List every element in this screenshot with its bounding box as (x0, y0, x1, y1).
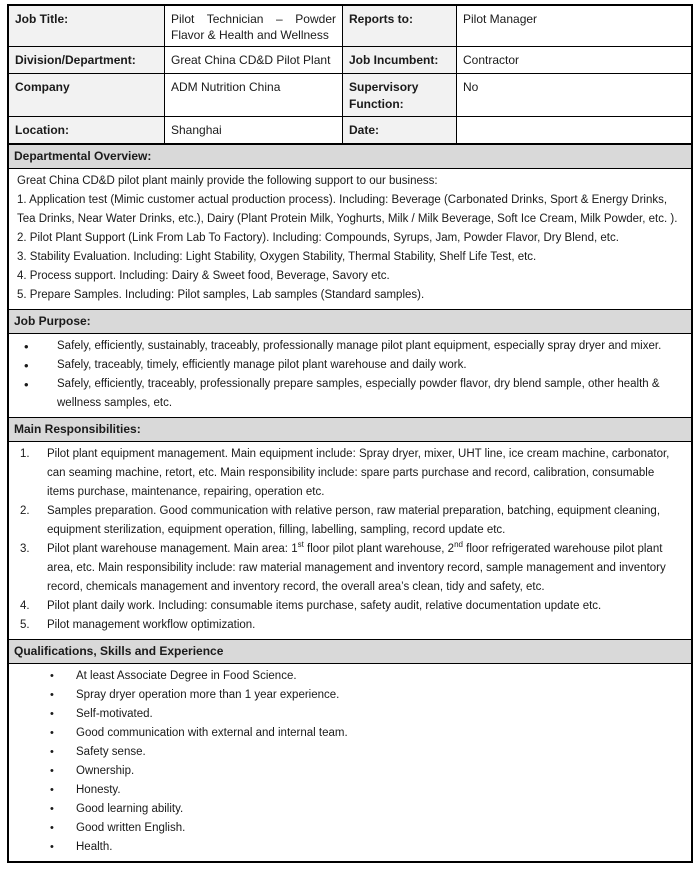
list-number: 5. (20, 619, 30, 631)
date-value (456, 117, 691, 144)
qualification-text: Spray dryer operation more than 1 year experience. (76, 689, 340, 701)
departmental-overview-body (9, 168, 691, 309)
bullet-icon: • (50, 765, 54, 777)
responsibility-text-part: floor refrigerated warehouse pilot plant area, etc. Main responsibility include: raw material management and inventory record, sample management and inventory record, chemicals management and inventory record, the overall area’s clean, tidy and safety, etc. (47, 543, 666, 593)
responsibility-item (17, 597, 683, 616)
qualification-text: Safety sense. (76, 746, 146, 758)
overview-intro: Great China CD&D pilot plant mainly provide the following support to our business: (17, 175, 438, 187)
qualification-text: Good learning ability. (76, 803, 184, 815)
bullet-icon: • (50, 841, 54, 853)
reports-to-label: Reports to: (342, 6, 456, 47)
qualification-text: Self-motivated. (76, 708, 153, 720)
responsibility-item (17, 445, 683, 502)
responsibility-text: Samples preparation. Good communication with relative person, raw material preparation, batching, equipment cleaning, equipment sterilization, equipment operation, filling, labelling, sampling, record update etc. (47, 505, 661, 536)
qualification-item (17, 724, 683, 743)
qualifications-header: Qualifications, Skills and Experience (9, 639, 691, 663)
qualification-item (17, 781, 683, 800)
responsibility-text: Pilot plant equipment management. Main equipment include: Spray dryer, mixer, UHT line, ice cream machine, carbonator, can seaming machine, retort, etc. Main responsibility include: spare parts purchase and record, calibration, consumable items purchase, maintenance, repairing, operation etc. (47, 448, 670, 498)
qualification-item (17, 705, 683, 724)
overview-line: 5. Prepare Samples. Including: Pilot samples, Lab samples (Standard samples). (17, 289, 425, 301)
responsibility-item (17, 502, 683, 540)
responsibility-text-part: floor pilot plant warehouse, 2 (303, 543, 455, 555)
job-title-value: Pilot Technician – Powder Flavor & Health and Wellness (164, 6, 342, 47)
bullet-icon: • (50, 708, 54, 720)
supervisory-function-label: Supervisory Function: (342, 74, 456, 117)
main-responsibilities-header: Main Responsibilities: (9, 417, 691, 441)
qualification-item (17, 686, 683, 705)
bullet-icon: • (50, 727, 54, 739)
qualification-item (17, 762, 683, 781)
job-purpose-body (9, 333, 691, 417)
job-title-label: Job Title: (9, 6, 164, 47)
date-label: Date: (342, 117, 456, 144)
responsibility-text: Pilot management workflow optimization. (47, 619, 256, 631)
responsibility-text-part: Pilot plant warehouse management. Main area: 1 (47, 543, 298, 555)
bullet-icon: • (24, 339, 29, 354)
bullet-icon: • (24, 358, 29, 373)
bullet-icon: • (24, 377, 29, 392)
job-purpose-item (17, 337, 683, 356)
company-value: ADM Nutrition China (164, 74, 342, 117)
location-value: Shanghai (164, 117, 342, 144)
job-incumbent-value: Contractor (456, 47, 691, 74)
qualification-text: Ownership. (76, 765, 135, 777)
job-purpose-text: Safely, efficiently, sustainably, traceably, professionally manage pilot plant equipment, especially spray dryer and mixer. (57, 340, 662, 352)
qualification-item (17, 800, 683, 819)
bullet-icon: • (50, 746, 54, 758)
info-table (9, 6, 691, 144)
responsibility-text (47, 540, 683, 597)
bullet-icon: • (50, 670, 54, 682)
qualification-item (17, 819, 683, 838)
location-label: Location: (9, 117, 164, 144)
qualification-text: At least Associate Degree in Food Science. (76, 670, 297, 682)
job-purpose-item (17, 356, 683, 375)
responsibility-item (17, 540, 683, 597)
qualification-text: Health. (76, 841, 113, 853)
departmental-overview-header: Departmental Overview: (9, 144, 691, 168)
list-number: 3. (20, 543, 30, 555)
division-department-value: Great China CD&D Pilot Plant (164, 47, 342, 74)
qualification-text: Honesty. (76, 784, 121, 796)
qualification-item (17, 743, 683, 762)
ordinal-superscript: st (297, 540, 304, 550)
job-purpose-item (17, 375, 683, 413)
overview-line: 2. Pilot Plant Support (Link From Lab To Factory). Including: Compounds, Syrups, Jam, Powder Flavor, Dry Blend, etc. (17, 232, 619, 244)
job-purpose-header: Job Purpose: (9, 309, 691, 333)
responsibility-text: Pilot plant daily work. Including: consumable items purchase, safety audit, relative documentation update etc. (47, 600, 602, 612)
qualification-item (17, 667, 683, 686)
qualifications-body (9, 663, 691, 861)
overview-line: 1. Application test (Mimic customer actual production process). Including: Beverage (Carbonated Drinks, Sport & Energy Drinks, Tea Drinks, Near Water Drinks, etc.), Dairy (Plant Protein Milk, Yoghurts, Milk / Milk Beverage, Soft Ice Cream, Milk Powder, etc. ). (17, 194, 678, 225)
qualification-text: Good communication with external and internal team. (76, 727, 348, 739)
job-purpose-text: Safely, efficiently, traceably, professionally prepare samples, especially powder flavor, dry blend sample, other health & wellness samples, etc. (57, 378, 660, 409)
responsibility-item (17, 616, 683, 635)
supervisory-function-value: No (456, 74, 691, 117)
list-number: 4. (20, 600, 30, 612)
bullet-icon: • (50, 822, 54, 834)
job-description-document (7, 4, 693, 863)
list-number: 2. (20, 505, 30, 517)
division-department-label: Division/Department: (9, 47, 164, 74)
bullet-icon: • (50, 689, 54, 701)
qualification-item (17, 838, 683, 857)
list-number: 1. (20, 448, 30, 460)
company-label: Company (9, 74, 164, 117)
qualification-text: Good written English. (76, 822, 186, 834)
job-purpose-text: Safely, traceably, timely, efficiently manage pilot plant warehouse and daily work. (57, 359, 467, 371)
overview-line: 4. Process support. Including: Dairy & Sweet food, Beverage, Savory etc. (17, 270, 390, 282)
ordinal-superscript: nd (454, 540, 463, 550)
job-incumbent-label: Job Incumbent: (342, 47, 456, 74)
bullet-icon: • (50, 784, 54, 796)
main-responsibilities-body (9, 441, 691, 639)
reports-to-value: Pilot Manager (456, 6, 691, 47)
bullet-icon: • (50, 803, 54, 815)
overview-line: 3. Stability Evaluation. Including: Light Stability, Oxygen Stability, Thermal Stability, Shelf Life Test, etc. (17, 251, 537, 263)
